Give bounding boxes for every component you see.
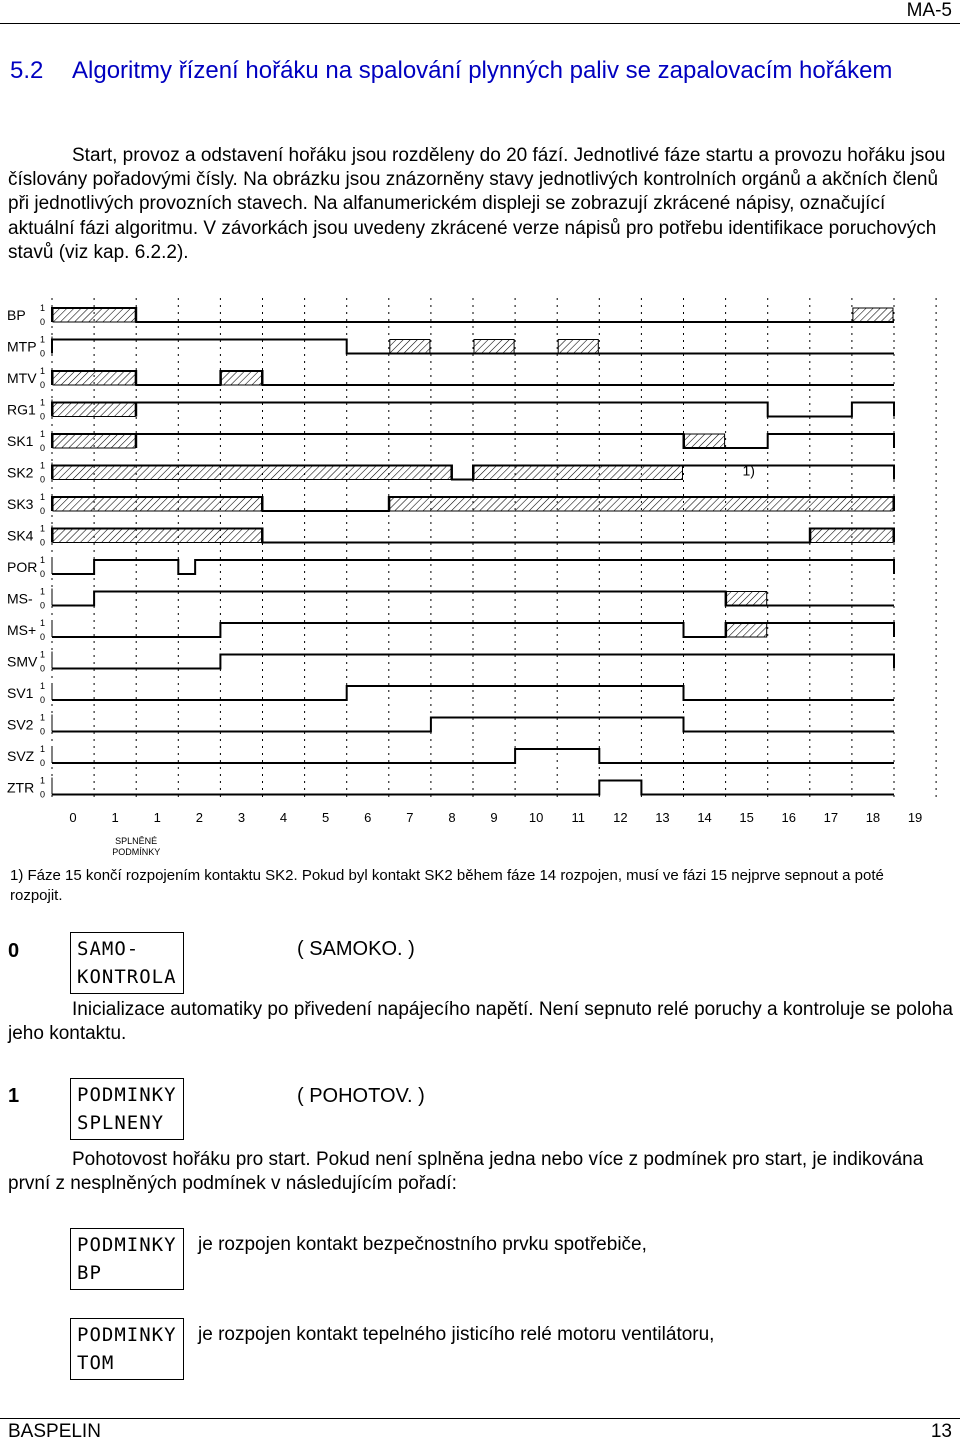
condition-label: SPLNĚNÉ [115, 836, 158, 846]
level-0-label: 0 [40, 348, 46, 359]
hatched-region [474, 340, 514, 354]
phase-1-abbreviation: ( POHOTOV. ) [297, 1085, 425, 1107]
condition-tom-text: je rozpojen kontakt tepelného jisticího relé motoru ventilátoru, [198, 1324, 715, 1345]
level-0-label: 0 [40, 411, 46, 422]
display-line-2: SPLNENY [77, 1112, 165, 1134]
phase-label: 5 [322, 810, 330, 825]
level-0-label: 0 [40, 380, 46, 390]
signal-label: MTV [7, 370, 37, 386]
phase-label: 16 [781, 810, 796, 825]
level-0-label: 0 [40, 443, 46, 453]
signal-label: MS- [7, 590, 33, 607]
phase-label: 15 [739, 810, 754, 825]
display-line-1: PODMINKY [77, 1324, 177, 1346]
display-line-2: BP [77, 1262, 102, 1284]
signal-label: SMV [7, 653, 38, 670]
hatched-region [811, 529, 893, 543]
phase-0-display [70, 932, 184, 994]
level-1-label: 1 [40, 618, 46, 628]
hatched-region [390, 497, 893, 511]
footnote: 1) Fáze 15 končí rozpojením kontaktu SK2. Pokud byl kontakt SK2 během fáze 14 rozpojen, musí ve fázi 15 nejprve sepnout a poté rozpojit. [10, 867, 884, 904]
level-1-label: 1 [40, 460, 46, 471]
level-1-label: 1 [40, 586, 46, 597]
signal-label: SK3 [7, 496, 34, 512]
section-heading [10, 56, 955, 86]
phase-0-number: 0 [8, 940, 20, 962]
condition-tom-display [70, 1318, 184, 1380]
hatched-region [853, 308, 893, 322]
hatched-region [53, 529, 262, 543]
display-line-1: PODMINKY [77, 1084, 177, 1106]
condition-label: PODMÍNKY [112, 847, 161, 857]
page-code: MA-5 [906, 0, 952, 21]
phase-1-number: 1 [8, 1085, 20, 1107]
hatched-region [685, 434, 725, 448]
level-1-label: 1 [40, 555, 46, 565]
display-line-1: SAMO- [77, 938, 140, 960]
level-1-label: 1 [40, 429, 46, 439]
level-0-label: 0 [40, 632, 46, 642]
section-number: 5.2 [10, 57, 44, 84]
signal-label: RG1 [7, 401, 36, 418]
phase-label: 1 [153, 810, 161, 825]
level-1-label: 1 [40, 334, 46, 345]
level-0-label: 0 [40, 474, 46, 485]
level-1-label: 1 [40, 744, 46, 754]
phase-label: 4 [279, 810, 288, 825]
level-0-label: 0 [40, 726, 46, 737]
signal-label: MS+ [7, 622, 37, 638]
phase-label: 12 [613, 810, 628, 825]
hatched-region [53, 497, 262, 511]
hatched-region [390, 340, 430, 354]
phase-0-description: Inicializace automatiky po přivedení napájecího napětí. Není sepnuto relé poruchy a kontroluje se poloha jeho kontaktu. [8, 999, 953, 1045]
phase-label: 10 [528, 810, 544, 825]
hatched-region [221, 371, 261, 385]
phase-label: 19 [907, 810, 923, 825]
level-1-label: 1 [40, 775, 46, 786]
level-0-label: 0 [40, 695, 46, 705]
level-1-label: 1 [40, 649, 46, 660]
signal-label: SV1 [7, 685, 34, 701]
phase-1-display [70, 1078, 184, 1140]
phase-label: 14 [697, 810, 712, 825]
level-0-label: 0 [40, 600, 46, 611]
intro-paragraph [8, 144, 956, 265]
level-1-label: 1 [40, 712, 46, 723]
signal-label: SK1 [7, 433, 34, 449]
signal-label: SK4 [7, 527, 34, 544]
footer-rule [0, 1418, 960, 1419]
level-1-label: 1 [40, 492, 46, 502]
phase-1-description: Pohotovost hořáku pro start. Pokud není splněna jedna nebo více z podmínek pro start, je indikována první z nesplněných podmínek v následujícím pořadí: [8, 1149, 924, 1195]
display-line-2: KONTROLA [77, 966, 177, 988]
level-1-label: 1 [40, 303, 46, 313]
phase-label: 0 [69, 810, 77, 825]
level-1-label: 1 [40, 366, 46, 376]
phase-label: 18 [865, 810, 881, 825]
display-line-2: TOM [77, 1352, 115, 1374]
signal-label: SVZ [7, 748, 35, 764]
hatched-region [53, 308, 135, 322]
hatched-region [53, 403, 135, 417]
section-title: Algoritmy řízení hořáku na spalování plynných paliv se zapalovacím hořákem [72, 57, 893, 84]
hatched-region [558, 340, 598, 354]
level-1-label: 1 [40, 397, 46, 408]
phase-label: 6 [364, 810, 372, 825]
phase-label: 1 [111, 810, 119, 825]
level-0-label: 0 [40, 537, 46, 548]
phase-label: 11 [571, 810, 585, 825]
phase-label: 13 [655, 810, 670, 825]
signal-label: SK2 [7, 464, 34, 481]
phase-label: 17 [823, 810, 839, 825]
footer-page-number: 13 [930, 1421, 952, 1442]
phase-label: 7 [406, 810, 414, 825]
phase-label: 3 [237, 810, 246, 825]
level-0-label: 0 [40, 506, 46, 516]
hatched-region [53, 466, 451, 480]
callout-label: 1) [742, 462, 755, 479]
level-1-label: 1 [40, 523, 46, 534]
phase-label: 2 [195, 810, 203, 825]
signal-label: ZTR [7, 779, 35, 796]
hatched-region [727, 592, 767, 606]
phase-label: 8 [448, 810, 456, 825]
hatched-region [727, 623, 767, 637]
signal-label: BP [7, 307, 26, 323]
level-0-label: 0 [40, 758, 46, 768]
level-0-label: 0 [40, 317, 46, 327]
hatched-region [53, 371, 135, 385]
condition-bp-display [70, 1228, 184, 1290]
phase-label: 9 [490, 810, 498, 825]
condition-bp-text: je rozpojen kontakt bezpečnostního prvku spotřebiče, [198, 1234, 647, 1255]
level-0-label: 0 [40, 789, 46, 800]
level-1-label: 1 [40, 681, 46, 691]
header-rule [0, 23, 960, 24]
phase-0-abbreviation: ( SAMOKO. ) [297, 938, 415, 960]
display-line-1: PODMINKY [77, 1234, 177, 1256]
signal-label: SV2 [7, 716, 34, 733]
signal-label: POR [7, 559, 38, 575]
footer-brand: BASPELIN [8, 1421, 101, 1442]
hatched-region [474, 466, 683, 480]
signal-label: MTP [7, 338, 37, 355]
intro-text: Start, provoz a odstavení hořáku jsou rozděleny do 20 fází. Jednotlivé fáze startu a provozu hořáku jsou číslovány pořadovými čísly. Na obrázku jsou znázorněny stavy jednotlivých kontrolních orgánů a akčních členů při jednotlivých provozních stavech. Na alfanumerickém displeji se zobrazují zkrácené nápisy, označující aktuální fázi algoritmu. V závorkách jsou uvedeny zkrácené verze nápisů pro potřebu identifikace poruchových stavů (viz kap. 6.2.2). [8, 145, 946, 263]
timing-diagram [0, 290, 960, 860]
level-0-label: 0 [40, 569, 46, 579]
level-0-label: 0 [40, 663, 46, 674]
hatched-region [53, 434, 135, 448]
